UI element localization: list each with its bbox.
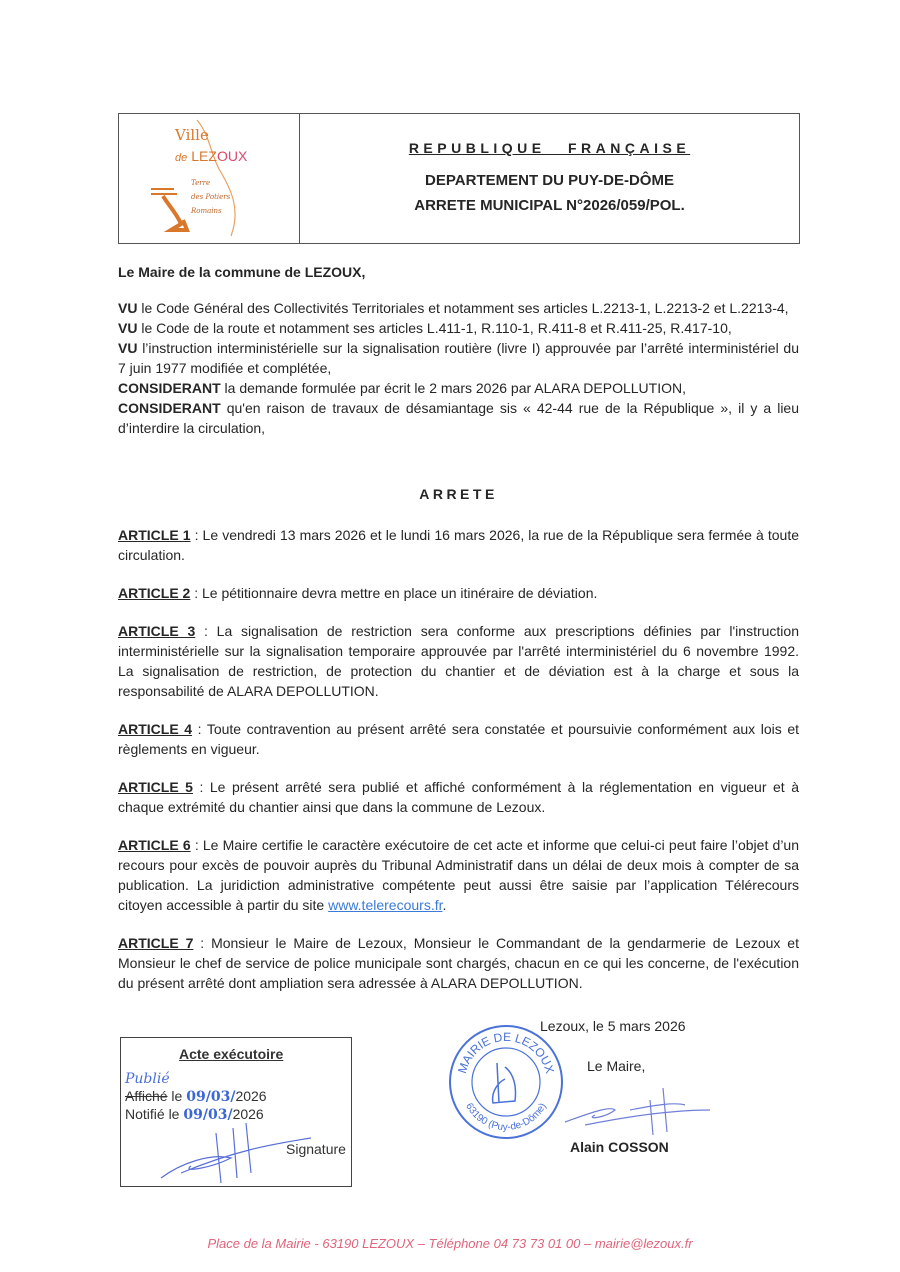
article-6: ARTICLE 6 : Le Maire certifie le caractère exécutoire de cet acte et informe que celui-ci peut faire l’objet d’un recours pour excès de pouvoir auprès du Tribunal Administratif dans un délai de deux mois à compter de sa publication. La juridiction administrative compétente peut aussi être saisie par l’application Télérecours citoyen accessible à partir du site www.telerecours.fr. — [118, 837, 799, 913]
town-logo — [119, 114, 300, 243]
stamp-title: Acte exécutoire — [179, 1046, 284, 1062]
consideration-item: VU le Code de la route et notamment ses articles L.411-1, R.110-1, R.411-8 et R.411-25, R.417-10, — [118, 320, 732, 336]
header-titles — [300, 114, 799, 243]
mayor-name: Alain COSSON — [570, 1139, 669, 1155]
republique-title: REPUBLIQUE FRANÇAISE — [408, 139, 691, 156]
departement-title: DEPARTEMENT DU PUY-DE-DÔME — [425, 171, 674, 189]
stamp-signature-scribble-icon — [121, 1038, 351, 1186]
article-5: ARTICLE 5 : Le présent arrêté sera publié et affiché conformément à la réglementation en vigueur et à chaque extrémité du chantier ainsi que dans la commune de Lezoux. — [118, 779, 799, 815]
intro-line: Le Maire de la commune de LEZOUX, — [118, 264, 366, 280]
stamp-publie-handwritten: Publié — [125, 1071, 170, 1087]
mayor-signature-icon — [555, 1080, 715, 1140]
stamp-affiche-line: Affiché le 09/03/2026 — [125, 1088, 267, 1105]
article-3: ARTICLE 3 : La signalisation de restriction sera conforme aux prescriptions définies par l'instruction interministérielle sur la signalisation temporaire approuvée par l'arrêté interministériel du 6 novembre 1992. La signalisation de restriction, de protection du chantier et de déviation est à la charge et sous la responsabilité de ALARA DEPOLLUTION. — [118, 623, 799, 699]
telerecours-link[interactable]: www.telerecours.fr — [328, 897, 443, 913]
considerations — [118, 298, 799, 438]
article-1: ARTICLE 1 : Le vendredi 13 mars 2026 et le lundi 16 mars 2026, la rue de la République sera fermée à toute circulation. — [118, 527, 799, 563]
signatory-title: Le Maire, — [587, 1058, 646, 1074]
logo-ville-text: Ville — [175, 126, 209, 144]
consideration-item: CONSIDERANT la demande formulée par écrit le 2 mars 2026 par ALARA DEPOLLUTION, — [118, 380, 687, 396]
article-7: ARTICLE 7 : Monsieur le Maire de Lezoux, Monsieur le Commandant de la gendarmerie de Lezoux et Monsieur le chef de service de police municipale sont chargés, chacun en ce qui les concerne, de l'exécution du présent arrêté dont ampliation sera adressée à ALARA DEPOLLUTION. — [118, 935, 799, 991]
consideration-item: CONSIDERANT qu'en raison de travaux de désamiantage sis « 42-44 rue de la République », il y a lieu d’interdire la circulation, — [118, 400, 799, 436]
logo-lezoux-text: de LEZOUX — [175, 148, 248, 164]
mairie-seal-icon — [447, 1023, 565, 1141]
footer-contact: Place de la Mairie - 63190 LEZOUX – Téléphone 04 73 73 01 00 – mairie@lezoux.fr — [207, 1236, 693, 1251]
executory-stamp — [120, 1037, 352, 1187]
arrete-number: ARRETE MUNICIPAL N°2026/059/POL. — [414, 196, 685, 214]
arrete-heading: ARRETE — [419, 486, 498, 502]
svg-text:MAIRIE DE LEZOUX: MAIRIE DE LEZOUX — [454, 1029, 557, 1076]
svg-text:63190 (Puy-de-Dôme): 63190 (Puy-de-Dôme) — [463, 1101, 549, 1134]
document-header — [118, 113, 800, 244]
stamp-signature-label: Signature — [286, 1141, 346, 1157]
article-2: ARTICLE 2 : Le pétitionnaire devra mettre en place un itinéraire de déviation. — [118, 585, 598, 601]
consideration-item: VU le Code Général des Collectivités Territoriales et notamment ses articles L.2213-1, L.2213-2 et L.2213-4, — [118, 300, 789, 316]
place-date: Lezoux, le 5 mars 2026 — [540, 1018, 686, 1034]
stamp-notifie-line: Notifié le 09/03/2026 — [125, 1106, 264, 1123]
articles — [118, 525, 799, 1011]
article-4: ARTICLE 4 : Toute contravention au présent arrêté sera constatée et poursuivie conformément aux lois et règlements en vigueur. — [118, 721, 800, 757]
consideration-item: VU l’instruction interministérielle sur la signalisation routière (livre I) approuvée par l’arrêté interministériel du 7 juin 1977 modifiée et complétée, — [118, 340, 799, 376]
logo-tagline: Terre des Potiers Romains — [191, 179, 231, 215]
